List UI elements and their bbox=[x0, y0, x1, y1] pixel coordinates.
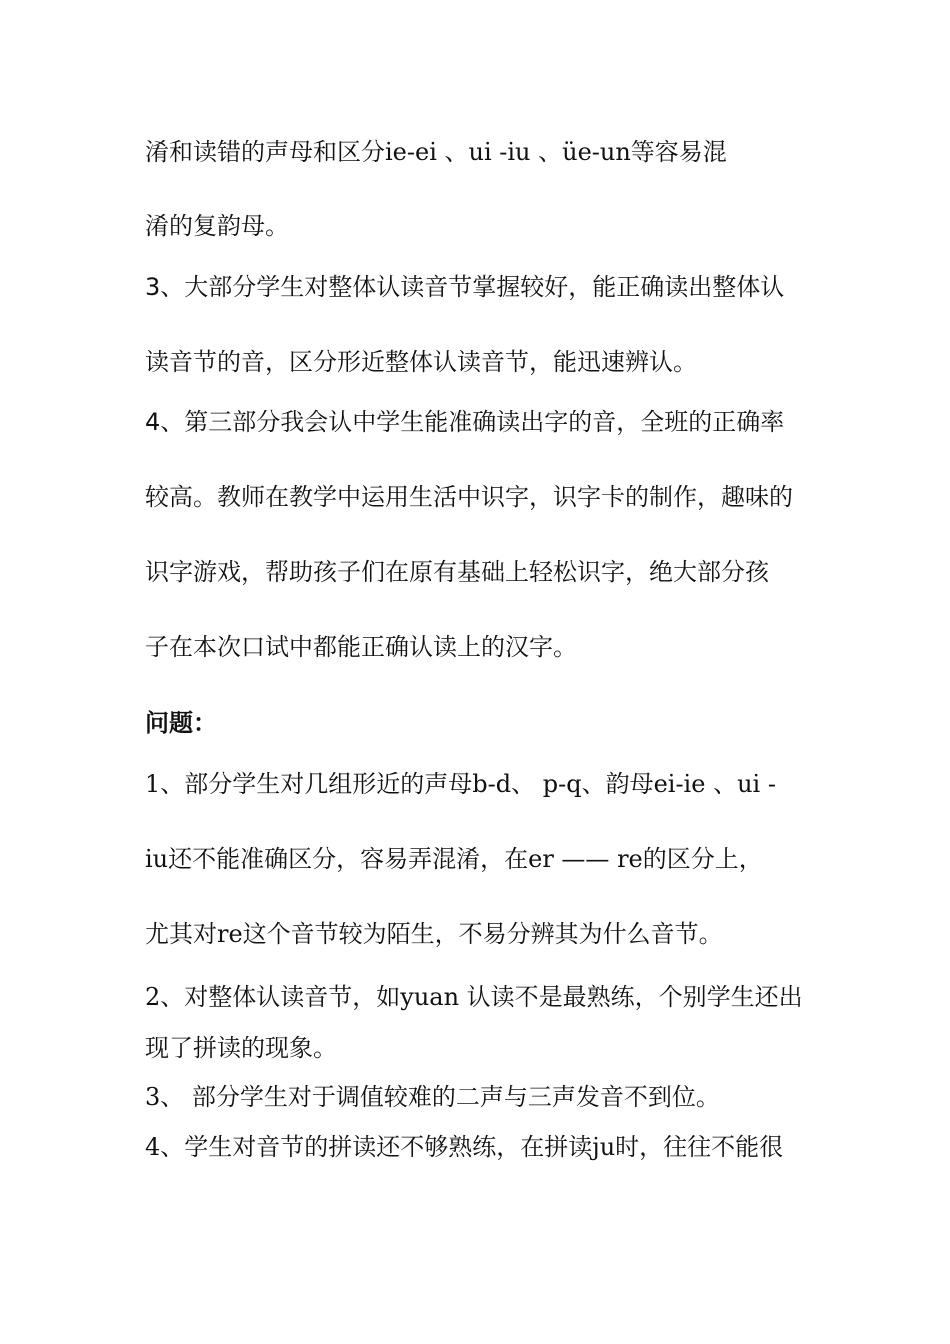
problem-4-line-1: 4、学生对音节的拼读还不够熟练，在拼读ju时，往往不能很 bbox=[145, 1133, 784, 1161]
paragraph-3-line-1: 4、第三部分我会认中学生能准确读出字的音，全班的正确率 bbox=[145, 408, 785, 436]
paragraph-1-line-2: 淆的复韵母。 bbox=[145, 212, 289, 240]
paragraph-2-line-2: 读音节的音，区分形近整体认读音节，能迅速辨认。 bbox=[145, 348, 697, 376]
problem-3-line-1: 3、 部分学生对于调值较难的二声与三声发音不到位。 bbox=[145, 1083, 720, 1111]
problems-heading: 问题： bbox=[145, 709, 217, 737]
paragraph-3-line-2: 较高。教师在教学中运用生活中识字，识字卡的制作，趣味的 bbox=[145, 483, 793, 511]
problem-1-line-2: iu还不能准确区分，容易弄混淆，在er —— re的区分上， bbox=[145, 845, 763, 873]
paragraph-1-line-1: 淆和读错的声母和区分ie-ei 、ui -iu 、üe-un等容易混 bbox=[145, 138, 727, 166]
problem-2-line-2: 现了拼读的现象。 bbox=[145, 1034, 337, 1062]
problem-1-line-3: 尤其对re这个音节较为陌生，不易分辨其为什么音节。 bbox=[145, 920, 723, 948]
paragraph-2-line-1: 3、大部分学生对整体认读音节掌握较好，能正确读出整体认 bbox=[145, 273, 785, 301]
problem-2-line-1: 2、对整体认读音节，如yuan 认读不是最熟练，个别学生还出 bbox=[145, 983, 803, 1011]
problem-1-line-1: 1、部分学生对几组形近的声母b-d、 p-q、韵母ei-ie 、ui - bbox=[145, 770, 776, 798]
paragraph-3-line-3: 识字游戏，帮助孩子们在原有基础上轻松识字，绝大部分孩 bbox=[145, 558, 769, 586]
paragraph-3-line-4: 子在本次口试中都能正确认读上的汉字。 bbox=[145, 633, 577, 661]
